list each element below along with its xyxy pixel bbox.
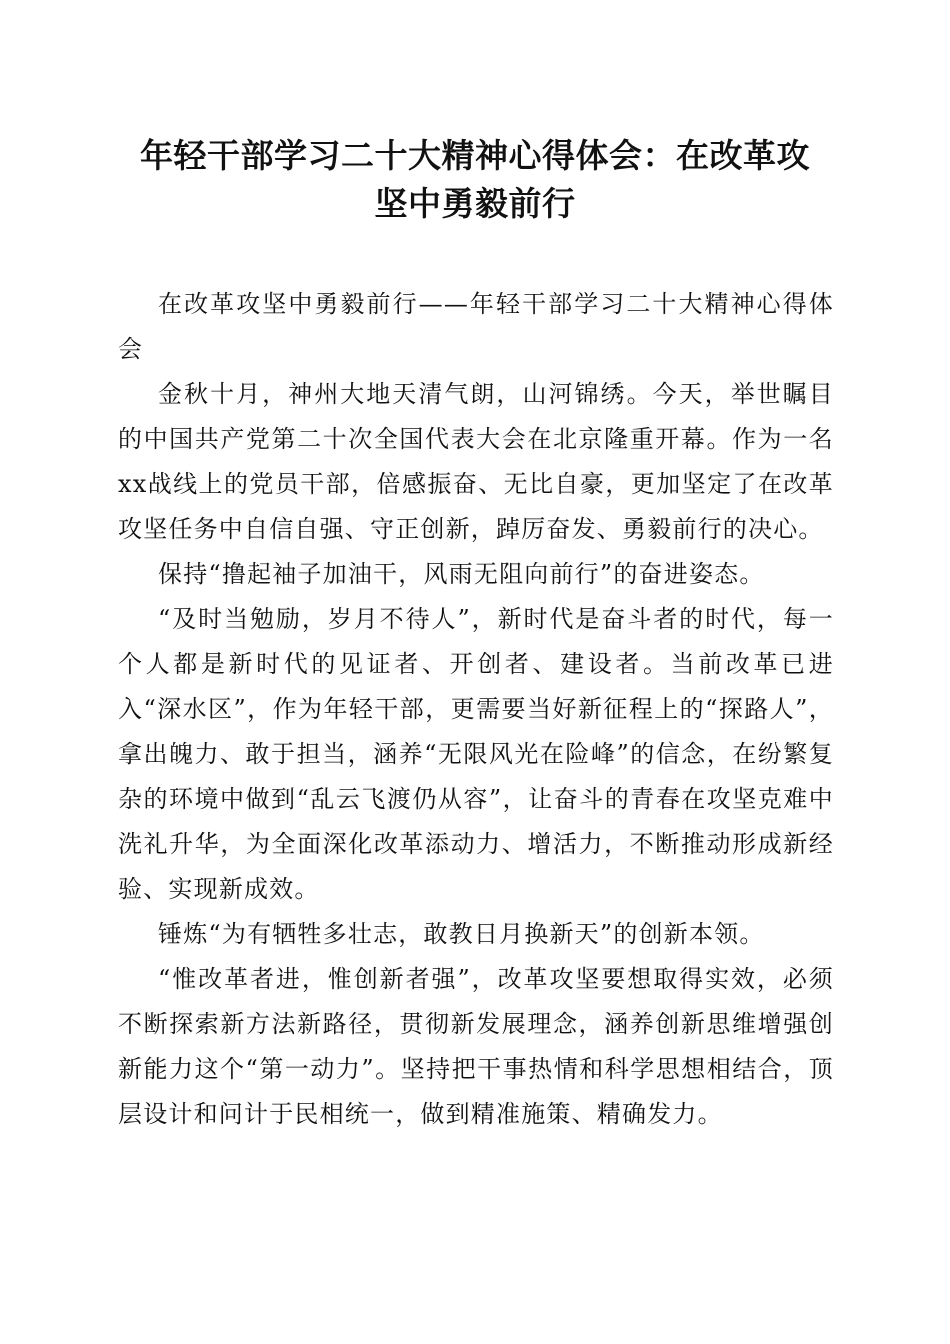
section-1-paragraph: “及时当勉励，岁月不待人”，新时代是奋斗者的时代，每一个人都是新时代的见证者、开创者、建设者。当前改革已进入“深水区”，作为年轻干部，更需要当好新征程上的“探路人”，拿出魄力、敢于担当，涵养“无限风光在险峰”的信念，在纷繁复杂的环境中做到“乱云飞渡仍从容”，让奋斗的青春在攻坚克难中洗礼升华，为全面深化改革添动力、增活力，不断推动形成新经验、实现新成效。 <box>118 605 834 903</box>
title-line-2: 坚中勇毅前行 <box>374 184 576 223</box>
subtitle-paragraph: 在改革攻坚中勇毅前行——年轻干部学习二十大精神心得体会 <box>118 290 834 363</box>
section-heading-2: 锤炼“为有牺牲多壮志，敢教日月换新天”的创新本领。 <box>158 920 765 948</box>
document-body <box>118 282 834 1137</box>
title-line-1: 年轻干部学习二十大精神心得体会：在改革攻 <box>140 136 810 175</box>
section-2-paragraph: “惟改革者进，惟创新者强”，改革攻坚要想取得实效，必须不断探索新方法新路径，贯彻新发展理念，涵养创新思维增强创新能力这个“第一动力”。坚持把干事热情和科学思想相结合，顶层设计和问计于民相统一，做到精准施策、精确发力。 <box>118 965 834 1128</box>
section-heading-1: 保持“撸起袖子加油干，风雨无阻向前行”的奋进姿态。 <box>158 560 765 588</box>
document-title <box>100 132 850 228</box>
intro-paragraph: 金秋十月，神州大地天清气朗，山河锦绣。今天，举世瞩目的中国共产党第二十次全国代表大会在北京隆重开幕。作为一名xx战线上的党员干部，倍感振奋、无比自豪，更加坚定了在改革攻坚任务中自信自强、守正创新，踔厉奋发、勇毅前行的决心。 <box>118 380 834 543</box>
